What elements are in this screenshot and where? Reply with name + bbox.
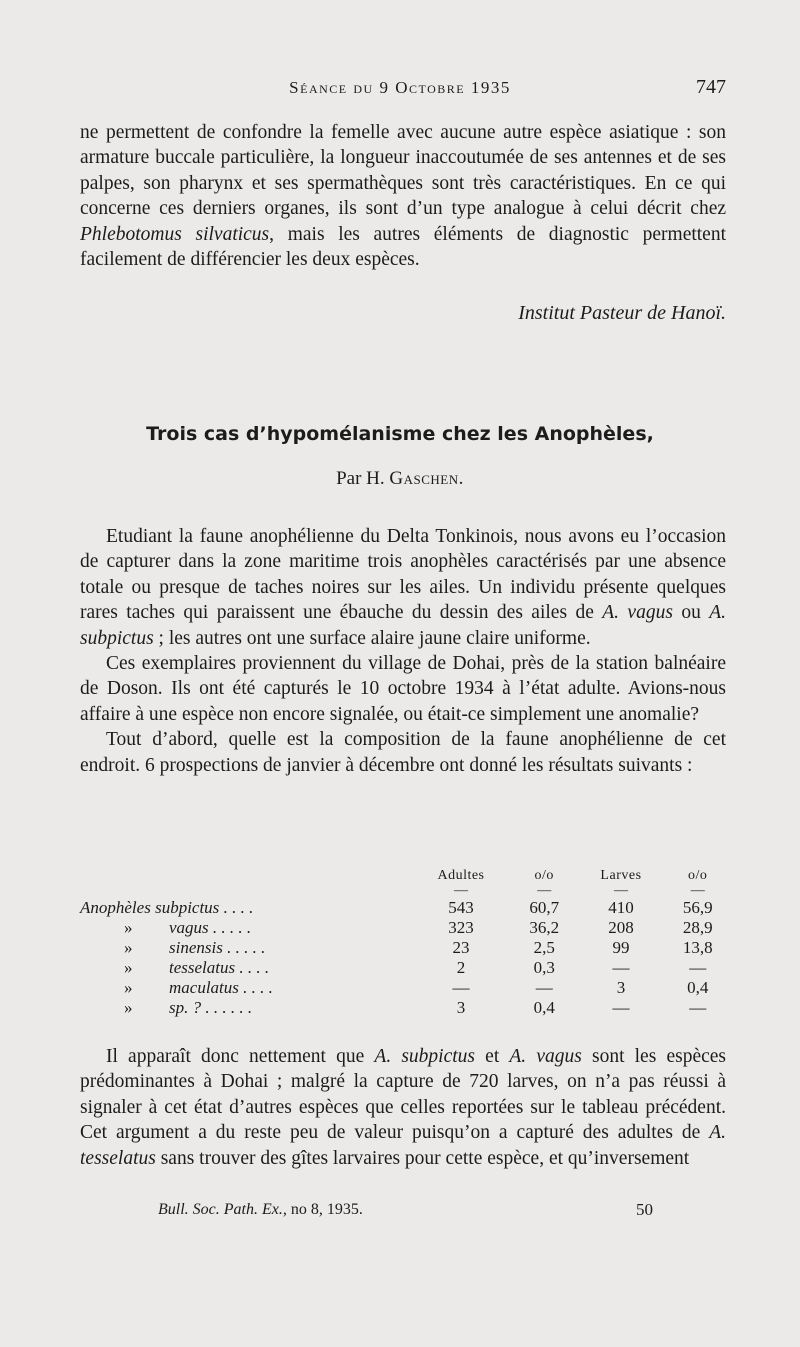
species-name: A. vagus (509, 1046, 582, 1067)
species-label: sp. ? (169, 998, 202, 1017)
conclusion-text: Il apparaît donc nettement que (106, 1046, 375, 1067)
conclusion-paragraph (80, 1044, 726, 1171)
pct-larves-cell: 13,8 (682, 938, 713, 957)
pct-adultes-cell: 60,7 (529, 898, 560, 917)
article-body (80, 524, 726, 778)
institution-signature: Institut Pasteur de Hanoï. (518, 302, 726, 324)
larves-cell: 99 (612, 938, 630, 957)
larves-cell: — (612, 958, 630, 977)
larves-cell: 208 (608, 918, 634, 937)
page-number: 747 (696, 76, 726, 98)
journal-issue: no 8, 1935. (290, 1201, 363, 1218)
conclusion-text: sont les espèces prédominantes à Dohai ; malgré la capture de 720 larves, on n’a pas réussi à signaler à cet état d’autres espèces que celles reportées sur le tableau précédent. Cet argument a du reste peu de valeur puisqu’on a capturé des adultes de (80, 1046, 726, 1144)
continuation-text-end: , mais les autres éléments de diagnostic permettent facilement de différencier les deux espèces. (80, 223, 727, 271)
species-name: A. subpictus (80, 602, 727, 649)
genus-label: Anophèles (80, 898, 151, 917)
pct-larves-cell: 28,9 (682, 918, 713, 937)
species-name: A. subpictus (374, 1046, 476, 1067)
header-dash: — (537, 883, 552, 898)
signature-mark: 50 (636, 1200, 653, 1219)
species-label: tesselatus (169, 958, 236, 977)
adultes-cell: — (452, 978, 470, 997)
header-dash: — (613, 883, 628, 898)
species-cell (80, 938, 410, 958)
pct-larves-cell: 0,4 (687, 978, 709, 997)
leader-dots: . . . . . (222, 938, 266, 957)
continuation-text: ne permettent de confondre la femelle avec aucune autre espèce asiatique : son armature buccale particulière, la longueur inaccoutumée de ses antennes et de ses palpes, son pharynx et ses spermathèques sont très caractéristiques. En ce qui concerne ces derniers organes, ils sont d’un type analogue à celui décrit chez (80, 122, 726, 220)
leader-dots: . . . . (219, 898, 254, 917)
table-header-larves: Larves (600, 868, 642, 883)
pct-adultes-cell: — (535, 978, 553, 997)
paragraph-3: Tout d’abord, quelle est la composition de la faune anophélienne de cet endroit. 6 prospections de janvier à décembre ont donné les résultats suivants : (80, 729, 726, 776)
species-name: A. tesselatus (80, 1122, 726, 1169)
pct-adultes-cell: 0,3 (533, 958, 555, 977)
species-cell (80, 898, 410, 918)
species-table (80, 866, 730, 1018)
conclusion-text: et (475, 1046, 510, 1067)
running-title: Séance du 9 Octobre 1935 (289, 78, 511, 97)
pct-larves-cell: — (689, 998, 707, 1017)
table-header-row (80, 866, 730, 884)
species-label: sinensis (169, 938, 223, 957)
header-dash: — (453, 883, 468, 898)
table-row (80, 918, 730, 938)
pct-adultes-cell: 0,4 (533, 998, 555, 1017)
pct-adultes-cell: 36,2 (529, 918, 560, 937)
table-row (80, 958, 730, 978)
ditto-mark: » (124, 998, 133, 1017)
paragraph-1-text: Etudiant la faune anophélienne du Delta Tonkinois, nous avons eu l’occasion de capturer dans la zone maritime trois anophèles caractérisés par une absence totale ou presque de taches noires sur les ailes. Un individu présente quelques rares taches qui paraissent une ébauche du dessin des ailes de (80, 526, 726, 624)
article-title: Trois cas d’hypomélanisme chez les Anophèles, (146, 423, 654, 445)
pct-larves-cell: — (689, 958, 707, 977)
author-name: Gaschen. (389, 468, 464, 489)
larves-cell: 3 (616, 978, 626, 997)
species-label: subpictus (155, 898, 220, 917)
continuation-paragraph (80, 120, 726, 272)
species-cell (80, 958, 410, 978)
table-row (80, 978, 730, 998)
running-header (0, 78, 800, 102)
table-header-adultes: Adultes (437, 868, 485, 883)
table-row (80, 938, 730, 958)
byline (0, 468, 800, 490)
species-cell (80, 978, 410, 998)
adultes-cell: 543 (448, 898, 474, 917)
table-header-pct-adultes: o/o (534, 868, 554, 883)
leader-dots: . . . . . . (201, 998, 253, 1017)
adultes-cell: 3 (456, 998, 466, 1017)
species-name: A. vagus (602, 602, 673, 624)
larves-cell: 410 (608, 898, 634, 917)
paragraph-2: Ces exemplaires proviennent du village de Dohai, près de la station balnéaire de Doson. Ils ont été capturés le 10 octobre 1934 à l’état adulte. Avions-nous affaire à une espèce non encore signalée, ou était-ce simplement une anomalie? (80, 653, 726, 725)
adultes-cell: 2 (456, 958, 466, 977)
species-name: Phlebotomus silvaticus (80, 223, 270, 245)
journal-footer (158, 1201, 363, 1219)
pct-adultes-cell: 2,5 (533, 938, 555, 957)
paragraph-1 (80, 524, 726, 651)
species-cell (80, 998, 410, 1018)
table-row (80, 898, 730, 918)
species-label: vagus (169, 918, 209, 937)
pct-larves-cell: 56,9 (682, 898, 713, 917)
species-label: maculatus (169, 978, 239, 997)
adultes-cell: 323 (448, 918, 474, 937)
ditto-mark: » (124, 918, 133, 937)
table-row (80, 998, 730, 1018)
adultes-cell: 23 (452, 938, 470, 957)
table-header-rule (80, 884, 730, 898)
paragraph-1-text: ou (672, 602, 710, 624)
conclusion-text: sans trouver des gîtes larvaires pour cette espèce, et qu’inversement (155, 1147, 690, 1169)
leader-dots: . . . . (238, 978, 273, 997)
table-header-species (80, 866, 410, 884)
paragraph-1-text: ; les autres ont une surface alaire jaune claire uniforme. (153, 627, 591, 649)
table-header-pct-larves: o/o (688, 868, 708, 883)
larves-cell: — (612, 998, 630, 1017)
ditto-mark: » (124, 978, 133, 997)
header-dash: — (690, 883, 705, 898)
ditto-mark: » (124, 938, 133, 957)
leader-dots: . . . . . (208, 918, 252, 937)
ditto-mark: » (124, 958, 133, 977)
leader-dots: . . . . (235, 958, 270, 977)
journal-name: Bull. Soc. Path. Ex., (158, 1201, 287, 1218)
byline-prefix: Par H. (336, 468, 385, 489)
species-cell (80, 918, 410, 938)
